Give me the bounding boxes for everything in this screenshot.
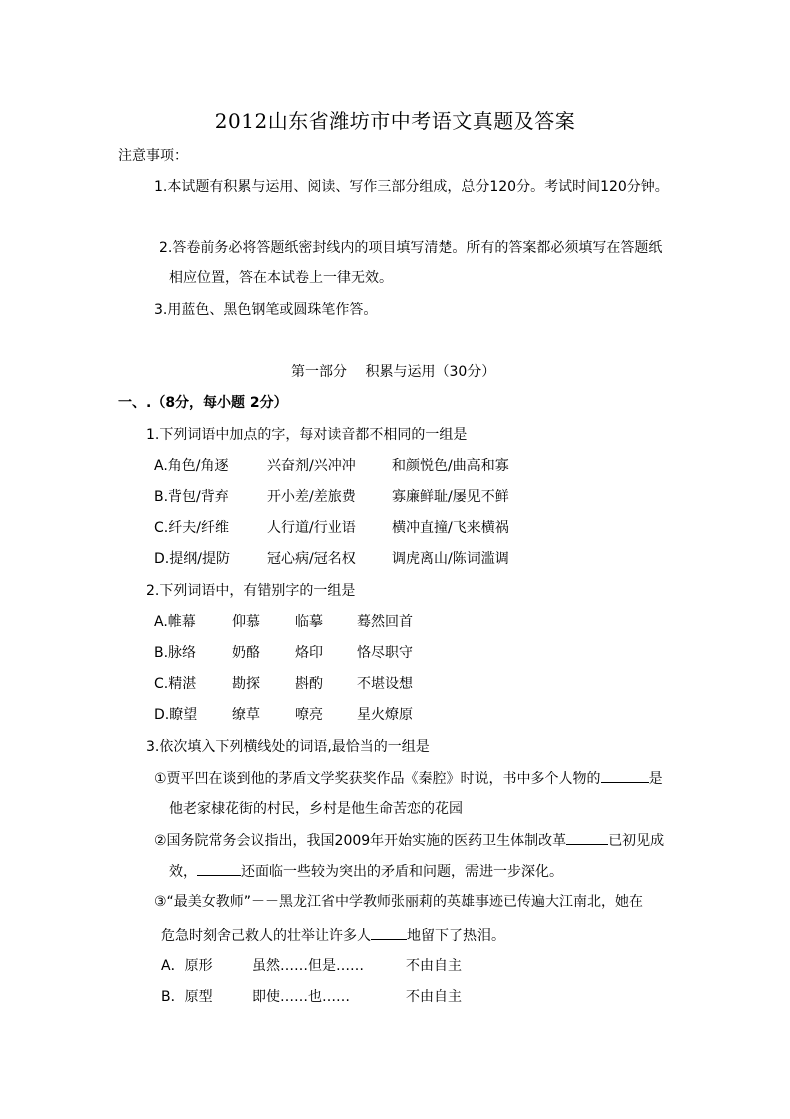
q1-option-a-3: 和颜悦色/曲高和寡 <box>392 458 509 474</box>
q3-sentence-2-cont-text: 还面临一些较为突出的矛盾和问题，需进一步深化。 <box>241 864 563 880</box>
q1-option-a-2: 兴奋剂/兴冲冲 <box>267 458 356 474</box>
q3-sentence-1-tail: 是 <box>648 771 663 787</box>
q3-sentence-2-cont <box>169 861 563 882</box>
q2-option-d-3: 嘹亮 <box>295 707 323 723</box>
q3-option-b-2: 即使……也…… <box>252 989 350 1005</box>
notice-heading: 注意事项： <box>118 148 188 164</box>
q3-option-a-2: 虽然……但是…… <box>252 958 364 974</box>
q2-option-c-1: C.精湛 <box>154 676 197 692</box>
q3-sentence-3-cont-text: 危急时刻舍己救人的壮举让许多人 <box>161 928 371 944</box>
q1-option-b-3: 寡廉鲜耻/屡见不鲜 <box>392 489 509 505</box>
q3-sentence-1 <box>154 768 663 789</box>
q2-option-d-4: 星火燎原 <box>357 707 413 723</box>
page-title: 2012山东省潍坊市中考语文真题及答案 <box>214 109 576 133</box>
fill-blank <box>601 768 649 783</box>
q3-sentence-3-cont-tail: 地留下了热泪。 <box>407 928 505 944</box>
q1-stem: 1.下列词语中加点的字，每对读音都不相同的一组是 <box>146 427 468 443</box>
fill-blank <box>371 925 407 940</box>
q2-option-a-3: 临摹 <box>295 614 323 630</box>
q2-option-c-2: 勘探 <box>232 676 260 692</box>
notice-item-2: 2.答卷前务必将答题纸密封线内的项目填写清楚。所有的答案都必须填写在答题纸 <box>159 240 663 256</box>
notice-item-3: 3.用蓝色、黑色钢笔或圆珠笔作答。 <box>154 302 378 318</box>
notice-item-1: 1.本试题有积累与运用、阅读、写作三部分组成，总分120分。考试时间120分钟。 <box>154 179 669 195</box>
q1-option-c-1: C.纤夫/纤维 <box>154 520 229 536</box>
q2-option-d-1: D.瞭望 <box>154 707 198 723</box>
q3-sentence-3-cont <box>161 925 505 946</box>
q1-option-d-3: 调虎离山/陈词滥调 <box>392 551 509 567</box>
q2-option-b-4: 恪尽职守 <box>357 645 413 661</box>
q1-option-c-3: 横冲直撞/飞来横祸 <box>392 520 509 536</box>
notice-item-2-cont: 相应位置，答在本试卷上一律无效。 <box>169 270 393 286</box>
q1-option-b-2: 开小差/差旅费 <box>267 489 356 505</box>
q1-option-c-2: 人行道/行业语 <box>267 520 356 536</box>
part1-heading: 第一部分 积累与运用（30分） <box>291 364 496 380</box>
section-heading: 一、.（8分，每小题 2分） <box>118 395 288 411</box>
q3-option-a-1: A．原形 <box>161 958 213 974</box>
q3-sentence-1-text: ①贾平凹在谈到他的茅盾文学奖获奖作品《秦腔》时说，书中多个人物的 <box>154 771 601 787</box>
q2-option-b-1: B.脉络 <box>154 645 197 661</box>
q3-sentence-2-tail: 已初见成 <box>608 833 665 849</box>
q2-option-a-4: 蓦然回首 <box>357 614 413 630</box>
q3-sentence-2-cont-head: 效， <box>169 864 197 880</box>
q2-stem: 2.下列词语中，有错别字的一组是 <box>146 583 356 599</box>
fill-blank <box>566 830 608 845</box>
fill-blank <box>197 861 241 876</box>
q2-option-d-2: 缭草 <box>232 707 260 723</box>
q3-stem: 3.依次填入下列横线处的词语,最恰当的一组是 <box>146 739 430 755</box>
q2-option-b-2: 奶酪 <box>232 645 260 661</box>
q3-option-b-3: 不由自主 <box>406 989 462 1005</box>
q1-option-d-1: D.提纲/提防 <box>154 551 230 567</box>
q2-option-a-2: 仰慕 <box>232 614 260 630</box>
q1-option-d-2: 冠心病/冠名权 <box>267 551 356 567</box>
q1-option-b-1: B.背包/背弃 <box>154 489 229 505</box>
q2-option-b-3: 烙印 <box>295 645 323 661</box>
q2-option-c-3: 斟酌 <box>295 676 323 692</box>
q3-option-b-1: B．原型 <box>161 989 213 1005</box>
q3-sentence-2-text: ②国务院常务会议指出，我国2009年开始实施的医药卫生体制改革 <box>154 833 567 849</box>
q3-option-a-3: 不由自主 <box>406 958 462 974</box>
q3-sentence-2 <box>154 830 664 851</box>
q2-option-a-1: A.帷幕 <box>154 614 196 630</box>
q3-sentence-3: ③“最美女教师”－－黑龙江省中学教师张丽莉的英雄事迹已传遍大江南北，她在 <box>154 894 644 910</box>
q2-option-c-4: 不堪设想 <box>357 676 413 692</box>
q1-option-a-1: A.角色/角逐 <box>154 458 229 474</box>
q3-sentence-1-cont: 他老家棣花街的村民，乡村是他生命苦恋的花园 <box>169 801 463 817</box>
